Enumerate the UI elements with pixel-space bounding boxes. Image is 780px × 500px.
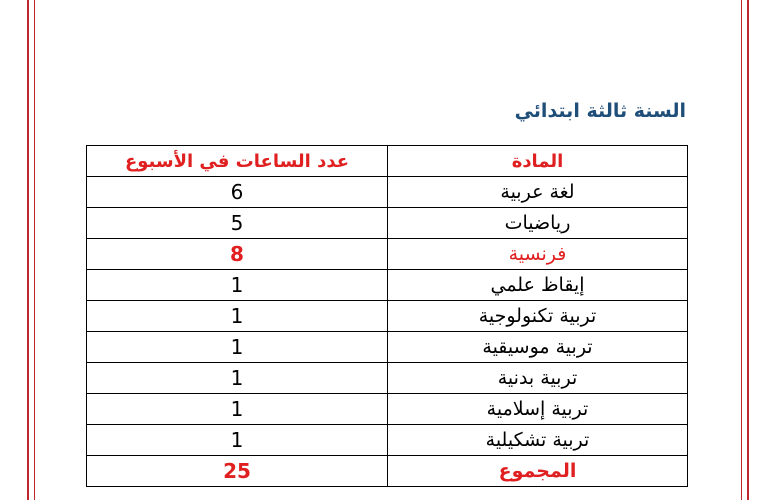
- subjects-table: [86, 145, 688, 487]
- grade-heading: السنة ثالثة ابتدائي: [514, 100, 686, 122]
- hours-cell: 1: [87, 425, 388, 456]
- total-label-cell: المجموع: [388, 456, 688, 487]
- subject-cell: تربية موسيقية: [388, 332, 688, 363]
- hours-cell: 1: [87, 332, 388, 363]
- table-row: [87, 363, 688, 394]
- page-border-right-outer: [747, 0, 749, 500]
- table-row: [87, 177, 688, 208]
- hours-cell: 1: [87, 363, 388, 394]
- hours-cell: 5: [87, 208, 388, 239]
- table-header-row: [87, 146, 688, 177]
- page-border-left-inner: [34, 0, 35, 500]
- total-row: [87, 456, 688, 487]
- hours-cell: 8: [87, 239, 388, 270]
- subject-cell: تربية إسلامية: [388, 394, 688, 425]
- subject-cell: تربية بدنية: [388, 363, 688, 394]
- table-row: [87, 239, 688, 270]
- page-border-right-inner: [741, 0, 742, 500]
- hours-column-header: عدد الساعات في الأسبوع: [87, 146, 388, 177]
- table-row: [87, 208, 688, 239]
- subject-cell: إيقاظ علمي: [388, 270, 688, 301]
- subject-cell: فرنسية: [388, 239, 688, 270]
- total-hours-cell: 25: [87, 456, 388, 487]
- hours-cell: 1: [87, 394, 388, 425]
- subject-cell: رياضيات: [388, 208, 688, 239]
- table-row: [87, 332, 688, 363]
- table-row: [87, 425, 688, 456]
- page-border-left-outer: [27, 0, 29, 500]
- subject-cell: لغة عربية: [388, 177, 688, 208]
- table-row: [87, 394, 688, 425]
- subject-column-header: المادة: [388, 146, 688, 177]
- table-row: [87, 301, 688, 332]
- table-row: [87, 270, 688, 301]
- hours-cell: 1: [87, 301, 388, 332]
- subject-cell: تربية تشكيلية: [388, 425, 688, 456]
- hours-cell: 1: [87, 270, 388, 301]
- hours-cell: 6: [87, 177, 388, 208]
- subject-cell: تربية تكنولوجية: [388, 301, 688, 332]
